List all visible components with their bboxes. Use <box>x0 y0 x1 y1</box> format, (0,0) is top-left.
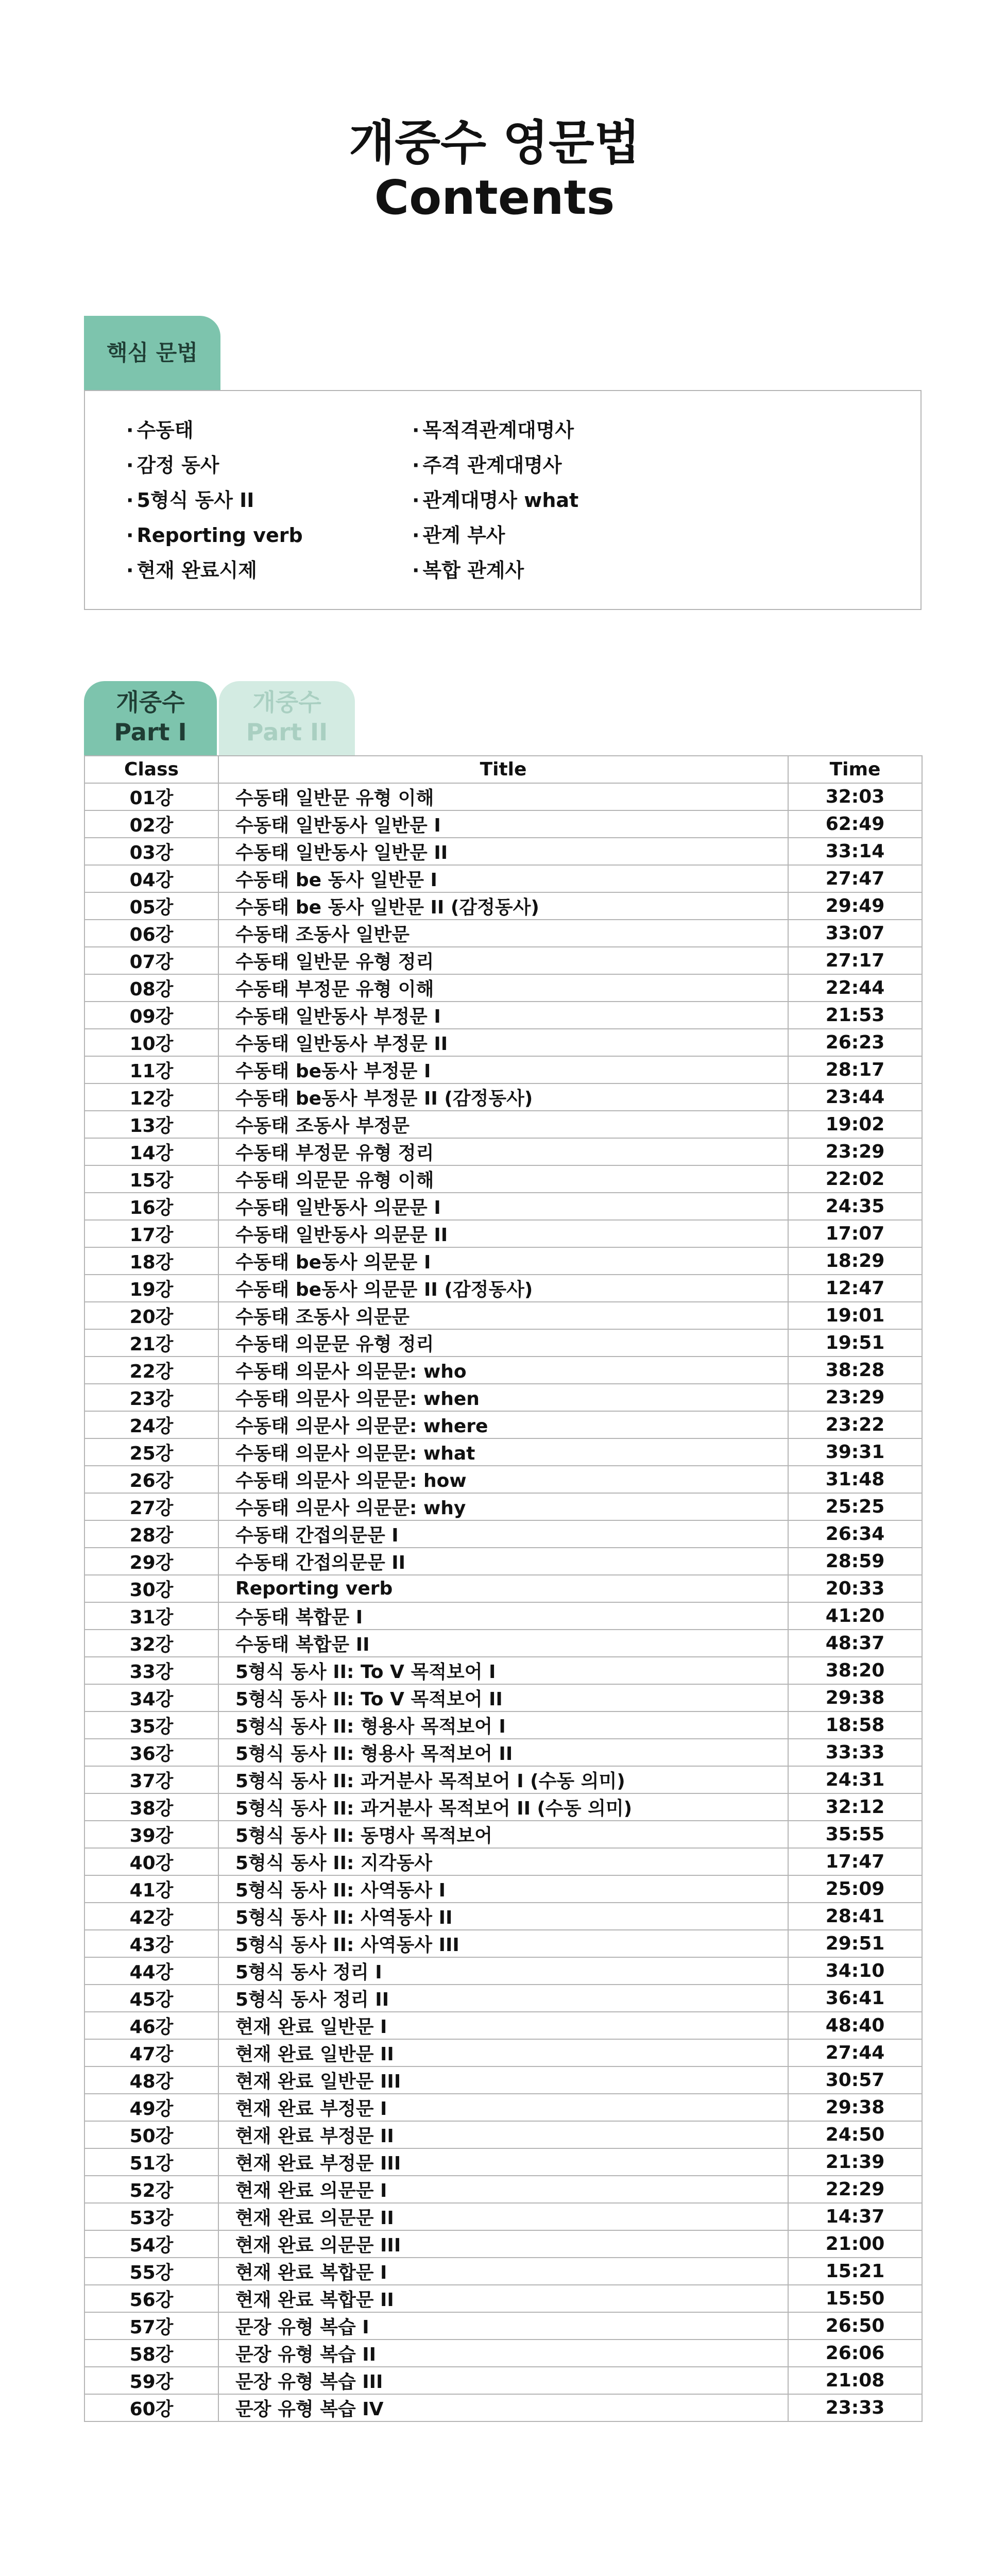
cell-title: 현재 완료 일반문 I <box>218 2012 788 2039</box>
cell-class: 58강 <box>84 2340 218 2367</box>
cell-title: 현재 완료 의문문 I <box>218 2176 788 2203</box>
header-title: Title <box>218 756 788 783</box>
title-line-2: Contents <box>374 170 615 225</box>
cell-class: 24강 <box>84 1411 218 1438</box>
core-grammar-item: · 관계대명사 what <box>412 483 578 518</box>
table-row <box>84 1602 922 1630</box>
cell-title: 수동태 부정문 유형 이해 <box>218 974 788 1002</box>
core-grammar-left-column <box>126 413 303 588</box>
table-row <box>84 1985 922 2012</box>
cell-class: 38강 <box>84 1793 218 1821</box>
cell-title: Reporting verb <box>218 1575 788 1602</box>
table-row <box>84 1766 922 1793</box>
cell-title: 현재 완료 의문문 III <box>218 2230 788 2258</box>
table-row <box>84 1520 922 1548</box>
cell-title: 수동태 복합문 II <box>218 1630 788 1657</box>
table-row <box>84 2012 922 2039</box>
cell-title: 5형식 동사 II: 과거분사 목적보어 I (수동 의미) <box>218 1766 788 1793</box>
cell-title: 수동태 조동사 일반문 <box>218 920 788 947</box>
cell-title: 수동태 복합문 I <box>218 1602 788 1630</box>
cell-title: 수동태 조동사 부정문 <box>218 1111 788 1138</box>
cell-title: 현재 완료 부정문 III <box>218 2148 788 2176</box>
cell-time: 19:02 <box>788 1111 922 1138</box>
cell-time: 48:40 <box>788 2012 922 2039</box>
tab-part-2[interactable] <box>219 681 355 755</box>
cell-time: 38:20 <box>788 1657 922 1684</box>
cell-title: 5형식 동사 II: 동명사 목적보어 <box>218 1821 788 1848</box>
cell-class: 02강 <box>84 810 218 838</box>
cell-class: 06강 <box>84 920 218 947</box>
table-row <box>84 2039 922 2066</box>
cell-title: 현재 완료 의문문 II <box>218 2203 788 2230</box>
cell-time: 21:00 <box>788 2230 922 2258</box>
cell-time: 22:29 <box>788 2176 922 2203</box>
contents-table <box>84 755 923 2422</box>
table-row <box>84 1329 922 1357</box>
cell-time: 12:47 <box>788 1275 922 1302</box>
cell-time: 15:21 <box>788 2258 922 2285</box>
cell-time: 22:02 <box>788 1165 922 1193</box>
cell-class: 08강 <box>84 974 218 1002</box>
cell-title: 5형식 동사 II: 지각동사 <box>218 1848 788 1875</box>
cell-class: 36강 <box>84 1739 218 1766</box>
table-row <box>84 1657 922 1684</box>
cell-class: 59강 <box>84 2367 218 2394</box>
table-row <box>84 1002 922 1029</box>
table-row <box>84 2312 922 2340</box>
cell-time: 21:53 <box>788 1002 922 1029</box>
cell-class: 09강 <box>84 1002 218 1029</box>
table-row <box>84 892 922 920</box>
cell-class: 13강 <box>84 1111 218 1138</box>
cell-time: 28:41 <box>788 1903 922 1930</box>
cell-time: 17:47 <box>788 1848 922 1875</box>
cell-title: 수동태 일반동사 의문문 II <box>218 1220 788 1247</box>
cell-time: 29:38 <box>788 1684 922 1711</box>
table-row <box>84 838 922 865</box>
cell-class: 41강 <box>84 1875 218 1903</box>
cell-class: 14강 <box>84 1138 218 1165</box>
table-row <box>84 1138 922 1165</box>
table-row <box>84 1903 922 1930</box>
cell-time: 35:55 <box>788 1821 922 1848</box>
cell-time: 39:31 <box>788 1438 922 1466</box>
cell-time: 29:38 <box>788 2094 922 2121</box>
cell-class: 56강 <box>84 2285 218 2312</box>
cell-time: 19:51 <box>788 1329 922 1357</box>
core-grammar-item: · 복합 관계사 <box>412 553 578 588</box>
cell-title: 수동태 일반동사 부정문 I <box>218 1002 788 1029</box>
table-row <box>84 920 922 947</box>
cell-time: 28:17 <box>788 1056 922 1083</box>
table-row <box>84 2094 922 2121</box>
table-row <box>84 2394 922 2421</box>
cell-class: 46강 <box>84 2012 218 2039</box>
cell-class: 33강 <box>84 1657 218 1684</box>
cell-title: 수동태 간접의문문 II <box>218 1548 788 1575</box>
header-time: Time <box>788 756 922 783</box>
table-row <box>84 2176 922 2203</box>
table-row <box>84 1357 922 1384</box>
cell-time: 27:17 <box>788 947 922 974</box>
cell-title: 수동태 be 동사 일반문 I <box>218 865 788 892</box>
table-row <box>84 1848 922 1875</box>
cell-title: 수동태 일반동사 일반문 I <box>218 810 788 838</box>
cell-class: 51강 <box>84 2148 218 2176</box>
core-grammar-box <box>84 390 922 610</box>
cell-time: 27:44 <box>788 2039 922 2066</box>
table-row <box>84 2121 922 2148</box>
cell-time: 14:37 <box>788 2203 922 2230</box>
table-row <box>84 1384 922 1411</box>
header-class: Class <box>84 756 218 783</box>
cell-title: 5형식 동사 정리 I <box>218 1957 788 1985</box>
cell-time: 26:23 <box>788 1029 922 1056</box>
cell-time: 23:44 <box>788 1083 922 1111</box>
cell-class: 17강 <box>84 1220 218 1247</box>
table-row <box>84 1493 922 1520</box>
cell-title: 5형식 동사 II: 사역동사 II <box>218 1903 788 1930</box>
cell-time: 24:35 <box>788 1193 922 1220</box>
table-row <box>84 947 922 974</box>
cell-time: 25:09 <box>788 1875 922 1903</box>
cell-time: 62:49 <box>788 810 922 838</box>
core-grammar-item: · 관계 부사 <box>412 518 578 553</box>
table-row <box>84 1193 922 1220</box>
table-row <box>84 1630 922 1657</box>
cell-title: 문장 유형 복습 I <box>218 2312 788 2340</box>
cell-class: 43강 <box>84 1930 218 1957</box>
cell-class: 47강 <box>84 2039 218 2066</box>
cell-time: 23:33 <box>788 2394 922 2421</box>
cell-class: 44강 <box>84 1957 218 1985</box>
cell-title: 현재 완료 복합문 II <box>218 2285 788 2312</box>
cell-title: 수동태 의문문 유형 정리 <box>218 1329 788 1357</box>
table-row <box>84 1930 922 1957</box>
cell-time: 33:07 <box>788 920 922 947</box>
table-row <box>84 1957 922 1985</box>
cell-title: 수동태 의문사 의문문: how <box>218 1466 788 1493</box>
table-row <box>84 1302 922 1329</box>
cell-title: 현재 완료 일반문 II <box>218 2039 788 2066</box>
cell-title: 문장 유형 복습 II <box>218 2340 788 2367</box>
cell-class: 39강 <box>84 1821 218 1848</box>
cell-class: 29강 <box>84 1548 218 1575</box>
tab-part-1-line-2: Part I <box>114 718 187 746</box>
cell-title: 현재 완료 복합문 I <box>218 2258 788 2285</box>
table-row <box>84 1083 922 1111</box>
cell-time: 25:25 <box>788 1493 922 1520</box>
cell-class: 05강 <box>84 892 218 920</box>
table-row <box>84 1165 922 1193</box>
table-row <box>84 2340 922 2367</box>
core-grammar-tab: 핵심 문법 <box>84 316 220 390</box>
core-grammar-item: · Reporting verb <box>126 518 303 553</box>
cell-class: 21강 <box>84 1329 218 1357</box>
table-row <box>84 2148 922 2176</box>
table-row <box>84 2066 922 2094</box>
cell-class: 18강 <box>84 1247 218 1275</box>
cell-time: 32:12 <box>788 1793 922 1821</box>
cell-class: 37강 <box>84 1766 218 1793</box>
cell-time: 29:51 <box>788 1930 922 1957</box>
cell-class: 10강 <box>84 1029 218 1056</box>
table-row <box>84 1739 922 1766</box>
cell-time: 24:50 <box>788 2121 922 2148</box>
cell-title: 수동태 간접의문문 I <box>218 1520 788 1548</box>
cell-time: 48:37 <box>788 1630 922 1657</box>
table-row <box>84 1548 922 1575</box>
cell-class: 52강 <box>84 2176 218 2203</box>
cell-title: 수동태 일반동사 일반문 II <box>218 838 788 865</box>
cell-title: 수동태 의문사 의문문: who <box>218 1357 788 1384</box>
core-grammar-item: · 현재 완료시제 <box>126 553 303 588</box>
cell-time: 38:28 <box>788 1357 922 1384</box>
cell-class: 49강 <box>84 2094 218 2121</box>
cell-time: 24:31 <box>788 1766 922 1793</box>
cell-time: 41:20 <box>788 1602 922 1630</box>
cell-time: 31:48 <box>788 1466 922 1493</box>
cell-class: 25강 <box>84 1438 218 1466</box>
cell-class: 11강 <box>84 1056 218 1083</box>
table-row <box>84 2230 922 2258</box>
cell-title: 수동태 be동사 부정문 II (감정동사) <box>218 1083 788 1111</box>
table-row <box>84 1821 922 1848</box>
cell-class: 07강 <box>84 947 218 974</box>
cell-title: 5형식 동사 II: To V 목적보어 II <box>218 1684 788 1711</box>
table-row <box>84 783 922 810</box>
title-line-1: 개중수 영문법 <box>349 115 640 171</box>
cell-class: 19강 <box>84 1275 218 1302</box>
cell-time: 28:59 <box>788 1548 922 1575</box>
cell-title: 수동태 일반문 유형 정리 <box>218 947 788 974</box>
cell-time: 36:41 <box>788 1985 922 2012</box>
cell-class: 57강 <box>84 2312 218 2340</box>
cell-time: 26:34 <box>788 1520 922 1548</box>
cell-class: 48강 <box>84 2066 218 2094</box>
table-row <box>84 1438 922 1466</box>
cell-title: 수동태 의문사 의문문: when <box>218 1384 788 1411</box>
tab-part-2-line-2: Part II <box>246 718 328 746</box>
table-row <box>84 2367 922 2394</box>
cell-title: 수동태 의문사 의문문: where <box>218 1411 788 1438</box>
cell-class: 01강 <box>84 783 218 810</box>
cell-class: 35강 <box>84 1711 218 1739</box>
table-row <box>84 1875 922 1903</box>
core-grammar-item: · 5형식 동사 II <box>126 483 303 518</box>
cell-title: 현재 완료 일반문 III <box>218 2066 788 2094</box>
cell-title: 수동태 의문사 의문문: why <box>218 1493 788 1520</box>
tab-part-1-line-1: 개중수 <box>116 688 185 716</box>
cell-title: 수동태 조동사 의문문 <box>218 1302 788 1329</box>
cell-time: 23:29 <box>788 1384 922 1411</box>
cell-title: 5형식 동사 II: To V 목적보어 I <box>218 1657 788 1684</box>
cell-class: 28강 <box>84 1520 218 1548</box>
table-body <box>84 783 922 2421</box>
cell-title: 5형식 동사 II: 사역동사 III <box>218 1930 788 1957</box>
cell-title: 수동태 일반동사 부정문 II <box>218 1029 788 1056</box>
table-row <box>84 1029 922 1056</box>
cell-class: 50강 <box>84 2121 218 2148</box>
table-row <box>84 1793 922 1821</box>
cell-title: 현재 완료 부정문 I <box>218 2094 788 2121</box>
cell-class: 45강 <box>84 1985 218 2012</box>
table-row <box>84 2285 922 2312</box>
table-row <box>84 1684 922 1711</box>
cell-class: 27강 <box>84 1493 218 1520</box>
cell-class: 30강 <box>84 1575 218 1602</box>
table-row <box>84 1220 922 1247</box>
cell-time: 21:08 <box>788 2367 922 2394</box>
table-row <box>84 1275 922 1302</box>
cell-time: 18:29 <box>788 1247 922 1275</box>
cell-time: 29:49 <box>788 892 922 920</box>
cell-time: 33:14 <box>788 838 922 865</box>
cell-time: 20:33 <box>788 1575 922 1602</box>
cell-class: 60강 <box>84 2394 218 2421</box>
core-grammar-item: · 주격 관계대명사 <box>412 448 578 483</box>
cell-title: 수동태 be 동사 일반문 II (감정동사) <box>218 892 788 920</box>
cell-class: 54강 <box>84 2230 218 2258</box>
cell-class: 31강 <box>84 1602 218 1630</box>
tab-part-2-line-1: 개중수 <box>252 688 321 716</box>
cell-time: 22:44 <box>788 974 922 1002</box>
cell-class: 55강 <box>84 2258 218 2285</box>
table-row <box>84 1411 922 1438</box>
cell-class: 12강 <box>84 1083 218 1111</box>
cell-title: 5형식 동사 정리 II <box>218 1985 788 2012</box>
cell-time: 34:10 <box>788 1957 922 1985</box>
table-row <box>84 2258 922 2285</box>
cell-time: 17:07 <box>788 1220 922 1247</box>
cell-title: 수동태 일반문 유형 이해 <box>218 783 788 810</box>
table-row <box>84 974 922 1002</box>
cell-title: 5형식 동사 II: 사역동사 I <box>218 1875 788 1903</box>
table-row <box>84 1247 922 1275</box>
page-title <box>0 116 989 225</box>
core-grammar-right-column <box>412 413 578 588</box>
cell-title: 5형식 동사 II: 형용사 목적보어 I <box>218 1711 788 1739</box>
core-grammar-item: · 수동태 <box>126 413 303 448</box>
cell-class: 16강 <box>84 1193 218 1220</box>
cell-class: 20강 <box>84 1302 218 1329</box>
cell-class: 15강 <box>84 1165 218 1193</box>
cell-class: 22강 <box>84 1357 218 1384</box>
cell-title: 수동태 be동사 부정문 I <box>218 1056 788 1083</box>
table-row <box>84 2203 922 2230</box>
table-row <box>84 1056 922 1083</box>
cell-time: 19:01 <box>788 1302 922 1329</box>
cell-time: 30:57 <box>788 2066 922 2094</box>
cell-class: 53강 <box>84 2203 218 2230</box>
cell-time: 26:06 <box>788 2340 922 2367</box>
cell-title: 수동태 의문문 유형 이해 <box>218 1165 788 1193</box>
table-header-row <box>84 756 922 783</box>
table-row <box>84 1466 922 1493</box>
cell-class: 34강 <box>84 1684 218 1711</box>
table-row <box>84 1111 922 1138</box>
cell-class: 23강 <box>84 1384 218 1411</box>
core-grammar-item: · 감정 동사 <box>126 448 303 483</box>
cell-time: 21:39 <box>788 2148 922 2176</box>
cell-title: 수동태 의문사 의문문: what <box>218 1438 788 1466</box>
cell-time: 27:47 <box>788 865 922 892</box>
cell-class: 42강 <box>84 1903 218 1930</box>
table-row <box>84 1711 922 1739</box>
cell-title: 수동태 be동사 의문문 I <box>218 1247 788 1275</box>
cell-title: 현재 완료 부정문 II <box>218 2121 788 2148</box>
cell-title: 문장 유형 복습 IV <box>218 2394 788 2421</box>
cell-class: 26강 <box>84 1466 218 1493</box>
core-grammar-item: · 목적격관계대명사 <box>412 413 578 448</box>
cell-class: 32강 <box>84 1630 218 1657</box>
table-row <box>84 810 922 838</box>
cell-title: 수동태 일반동사 의문문 I <box>218 1193 788 1220</box>
table-row <box>84 1575 922 1602</box>
cell-title: 수동태 부정문 유형 정리 <box>218 1138 788 1165</box>
cell-title: 5형식 동사 II: 형용사 목적보어 II <box>218 1739 788 1766</box>
cell-time: 23:29 <box>788 1138 922 1165</box>
cell-title: 5형식 동사 II: 과거분사 목적보어 II (수동 의미) <box>218 1793 788 1821</box>
cell-title: 문장 유형 복습 III <box>218 2367 788 2394</box>
cell-time: 18:58 <box>788 1711 922 1739</box>
cell-time: 23:22 <box>788 1411 922 1438</box>
cell-time: 33:33 <box>788 1739 922 1766</box>
cell-class: 40강 <box>84 1848 218 1875</box>
cell-title: 수동태 be동사 의문문 II (감정동사) <box>218 1275 788 1302</box>
tab-part-1[interactable] <box>84 681 217 755</box>
cell-time: 15:50 <box>788 2285 922 2312</box>
cell-time: 26:50 <box>788 2312 922 2340</box>
cell-time: 32:03 <box>788 783 922 810</box>
cell-class: 04강 <box>84 865 218 892</box>
table-row <box>84 865 922 892</box>
cell-class: 03강 <box>84 838 218 865</box>
